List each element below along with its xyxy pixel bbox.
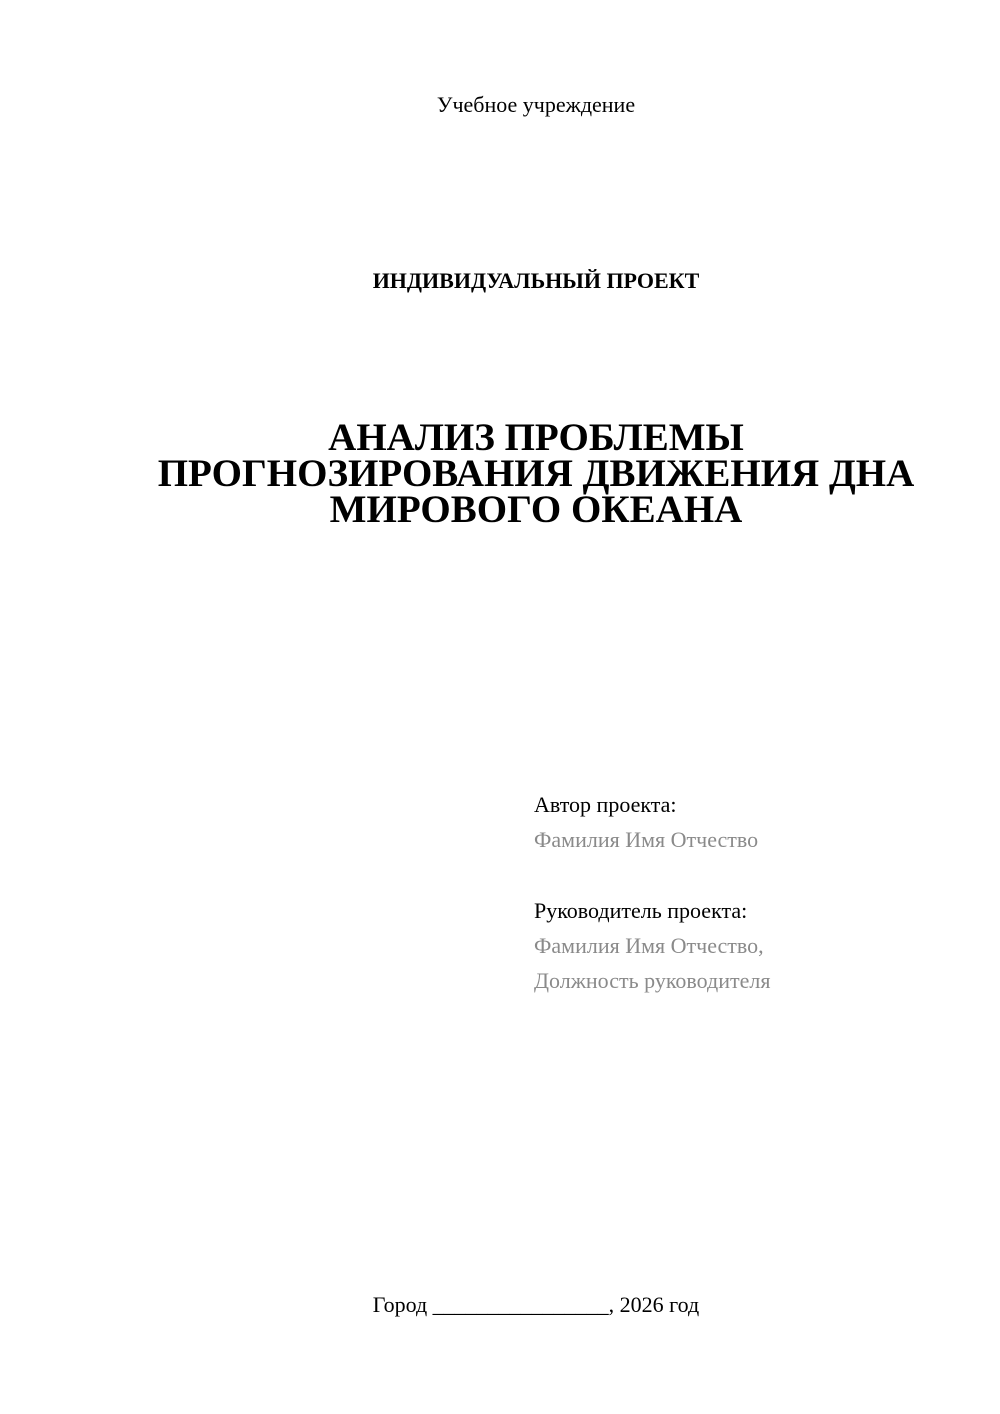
title-line: МИРОВОГО ОКЕАНА: [329, 488, 743, 531]
project-title: [0, 416, 1000, 531]
spacer: [534, 857, 974, 893]
supervisor-position: Должность руководителя: [534, 968, 771, 993]
supervisor-name: Фамилия Имя Отчество,: [534, 933, 764, 958]
supervisor-label: Руководитель проекта:: [534, 898, 748, 923]
city-year-footer: Город ________________, 2026 год: [372, 1292, 700, 1317]
project-type-heading: ИНДИВИДУАЛЬНЫЙ ПРОЕКТ: [372, 268, 700, 293]
author-label: Автор проекта:: [534, 792, 677, 817]
title-line: ПРОГНОЗИРОВАНИЯ ДВИЖЕНИЯ ДНА: [157, 452, 915, 495]
institution-name: Учебное учреждение: [436, 92, 636, 117]
credits-block: [534, 787, 974, 998]
title-line: АНАЛИЗ ПРОБЛЕМЫ: [328, 416, 744, 459]
author-name: Фамилия Имя Отчество: [534, 827, 759, 852]
